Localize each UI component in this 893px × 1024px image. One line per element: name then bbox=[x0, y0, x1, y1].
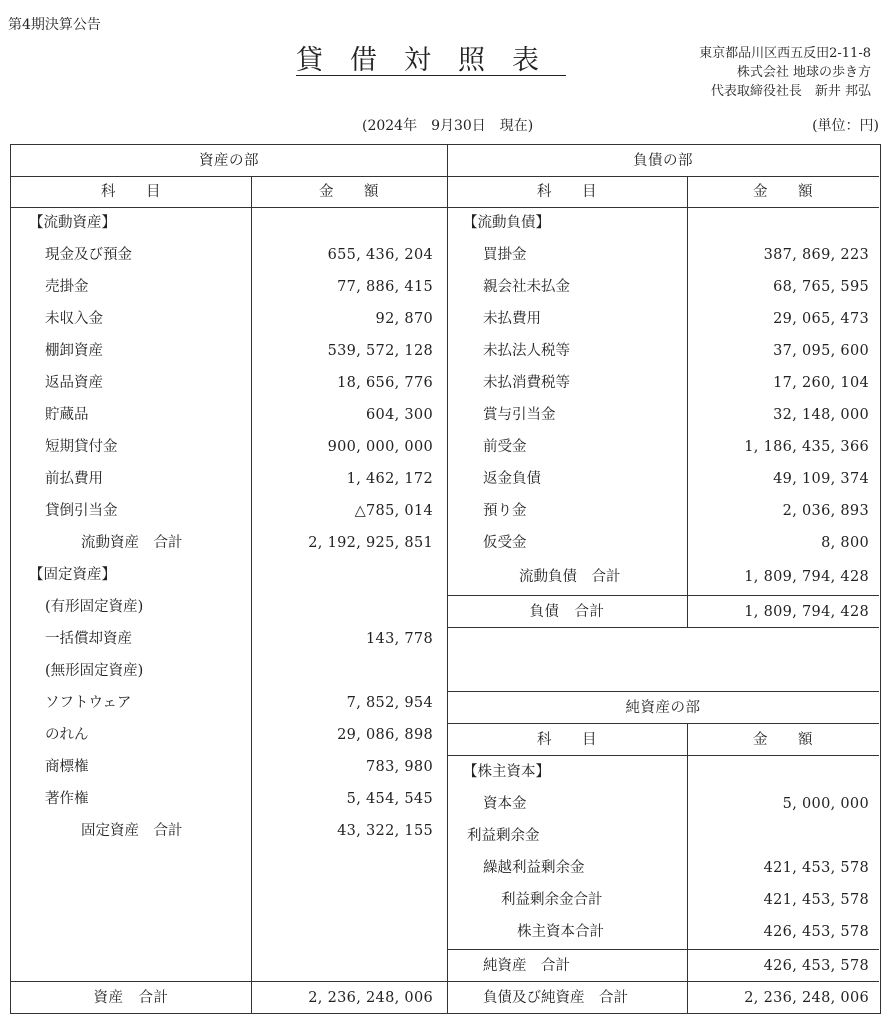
liability-amount: 49, 109, 374 bbox=[773, 471, 869, 487]
liabilities-net-total-label: 負債及び純資産 合計 bbox=[483, 990, 628, 1006]
net-col-item: 科 目 bbox=[537, 732, 597, 748]
assets-col-item: 科 目 bbox=[101, 184, 161, 200]
asset-label: 【固定資産】 bbox=[29, 567, 116, 583]
liability-amount: 37, 095, 600 bbox=[773, 343, 869, 359]
asset-label: 著作権 bbox=[45, 791, 89, 807]
asset-label: 売掛金 bbox=[45, 279, 89, 295]
net-asset-label: 利益剰余金 bbox=[467, 828, 540, 844]
asset-amount: 7, 852, 954 bbox=[346, 695, 433, 711]
asset-amount: 539, 572, 128 bbox=[327, 343, 433, 359]
asset-label: 未収入金 bbox=[45, 311, 103, 327]
liability-amount: 68, 765, 595 bbox=[773, 279, 869, 295]
assets-total-amount: 2, 236, 248, 006 bbox=[308, 990, 433, 1006]
assets-section-header: 資産の部 bbox=[199, 153, 259, 169]
assets-total-label: 資産 合計 bbox=[93, 990, 169, 1006]
company-info bbox=[699, 44, 871, 101]
liability-amount: 387, 869, 223 bbox=[763, 247, 869, 263]
liability-subtotal-label: 流動負債 合計 bbox=[519, 569, 621, 585]
liab-col-amount: 金 額 bbox=[753, 184, 813, 200]
asset-label: 短期貸付金 bbox=[45, 439, 118, 455]
liability-amount: 29, 065, 473 bbox=[773, 311, 869, 327]
asset-amount: 92, 870 bbox=[375, 311, 433, 327]
asset-amount: 1, 462, 172 bbox=[346, 471, 433, 487]
asset-label: 一括償却資産 bbox=[45, 631, 132, 647]
liability-label: 【流動負債】 bbox=[463, 215, 550, 231]
net-assets-total-amount: 426, 453, 578 bbox=[763, 958, 869, 974]
notice-label: 第4期決算公告 bbox=[8, 17, 101, 33]
net-asset-label: 繰越利益剰余金 bbox=[483, 860, 585, 876]
asset-subtotal-label: 固定資産 合計 bbox=[81, 823, 183, 839]
unit-label: (単位：円) bbox=[812, 118, 879, 134]
company-name: 株式会社 地球の歩き方 bbox=[736, 65, 871, 80]
liability-label: 買掛金 bbox=[483, 247, 527, 263]
company-representative: 代表取締役社長 新井 邦弘 bbox=[710, 84, 871, 99]
liability-amount: 8, 800 bbox=[821, 535, 869, 551]
liability-label: 預り金 bbox=[483, 503, 527, 519]
asset-amount: 18, 656, 776 bbox=[337, 375, 433, 391]
liability-label: 仮受金 bbox=[483, 535, 527, 551]
asset-label: (無形固定資産) bbox=[45, 663, 144, 679]
liabilities-total-label: 負債 合計 bbox=[529, 604, 605, 620]
asset-amount: 143, 778 bbox=[366, 631, 433, 647]
net-assets-total-label: 純資産 合計 bbox=[483, 958, 570, 974]
asset-subtotal-label: 流動資産 合計 bbox=[81, 535, 183, 551]
liability-label: 未払法人税等 bbox=[483, 343, 570, 359]
asset-amount: △785, 014 bbox=[354, 503, 433, 519]
liab-col-item: 科 目 bbox=[537, 184, 597, 200]
asset-amount: 783, 980 bbox=[366, 759, 433, 775]
net-asset-subtotal-label: 利益剰余金合計 bbox=[501, 892, 603, 908]
asset-amount: 77, 886, 415 bbox=[337, 279, 433, 295]
liability-label: 前受金 bbox=[483, 439, 527, 455]
asset-label: 商標権 bbox=[45, 759, 89, 775]
asset-label: のれん bbox=[45, 727, 89, 743]
liability-subtotal-amount: 1, 809, 794, 428 bbox=[744, 569, 869, 585]
asset-label: (有形固定資産) bbox=[45, 599, 144, 615]
net-asset-amount: 421, 453, 578 bbox=[763, 860, 869, 876]
as-of-date: (2024年 9月30日 現在) bbox=[362, 118, 534, 134]
asset-label: 棚卸資産 bbox=[45, 343, 103, 359]
divider-center bbox=[447, 145, 448, 1013]
net-asset-amount: 5, 000, 000 bbox=[782, 796, 869, 812]
asset-label: 前払費用 bbox=[45, 471, 103, 487]
asset-amount: 900, 000, 000 bbox=[327, 439, 433, 455]
liabilities-section-header: 負債の部 bbox=[633, 153, 693, 169]
asset-amount: 29, 086, 898 bbox=[337, 727, 433, 743]
net-asset-subtotal-label: 株主資本合計 bbox=[517, 924, 604, 940]
asset-amount: 655, 436, 204 bbox=[327, 247, 433, 263]
liability-label: 親会社未払金 bbox=[483, 279, 570, 295]
asset-label: 貸倒引当金 bbox=[45, 503, 118, 519]
balance-sheet-table bbox=[10, 144, 881, 1014]
asset-subtotal-amount: 43, 322, 155 bbox=[337, 823, 433, 839]
liability-amount: 32, 148, 000 bbox=[773, 407, 869, 423]
asset-label: 【流動資産】 bbox=[29, 215, 116, 231]
net-assets-section-header: 純資産の部 bbox=[625, 700, 701, 716]
liabilities-total-amount: 1, 809, 794, 428 bbox=[744, 604, 869, 620]
net-col-amount: 金 額 bbox=[753, 732, 813, 748]
net-asset-subtotal-amount: 421, 453, 578 bbox=[763, 892, 869, 908]
net-asset-label: 【株主資本】 bbox=[463, 764, 550, 780]
asset-label: 現金及び預金 bbox=[45, 247, 132, 263]
asset-amount: 5, 454, 545 bbox=[346, 791, 433, 807]
document-title: 貸借対照表 bbox=[296, 45, 566, 76]
liability-amount: 1, 186, 435, 366 bbox=[744, 439, 869, 455]
liability-label: 返金負債 bbox=[483, 471, 541, 487]
asset-label: 返品資産 bbox=[45, 375, 103, 391]
net-asset-subtotal-amount: 426, 453, 578 bbox=[763, 924, 869, 940]
liability-amount: 17, 260, 104 bbox=[773, 375, 869, 391]
assets-col-amount: 金 額 bbox=[319, 184, 379, 200]
asset-amount: 604, 300 bbox=[366, 407, 433, 423]
liability-amount: 2, 036, 893 bbox=[782, 503, 869, 519]
asset-label: ソフトウェア bbox=[45, 695, 132, 711]
liability-label: 未払消費税等 bbox=[483, 375, 570, 391]
liabilities-net-total-amount: 2, 236, 248, 006 bbox=[744, 990, 869, 1006]
liability-label: 未払費用 bbox=[483, 311, 541, 327]
asset-subtotal-amount: 2, 192, 925, 851 bbox=[308, 535, 433, 551]
net-asset-label: 資本金 bbox=[483, 796, 527, 812]
asset-label: 貯蔵品 bbox=[45, 407, 89, 423]
company-address: 東京都品川区西五反田2-11-8 bbox=[699, 46, 871, 61]
liability-label: 賞与引当金 bbox=[483, 407, 556, 423]
